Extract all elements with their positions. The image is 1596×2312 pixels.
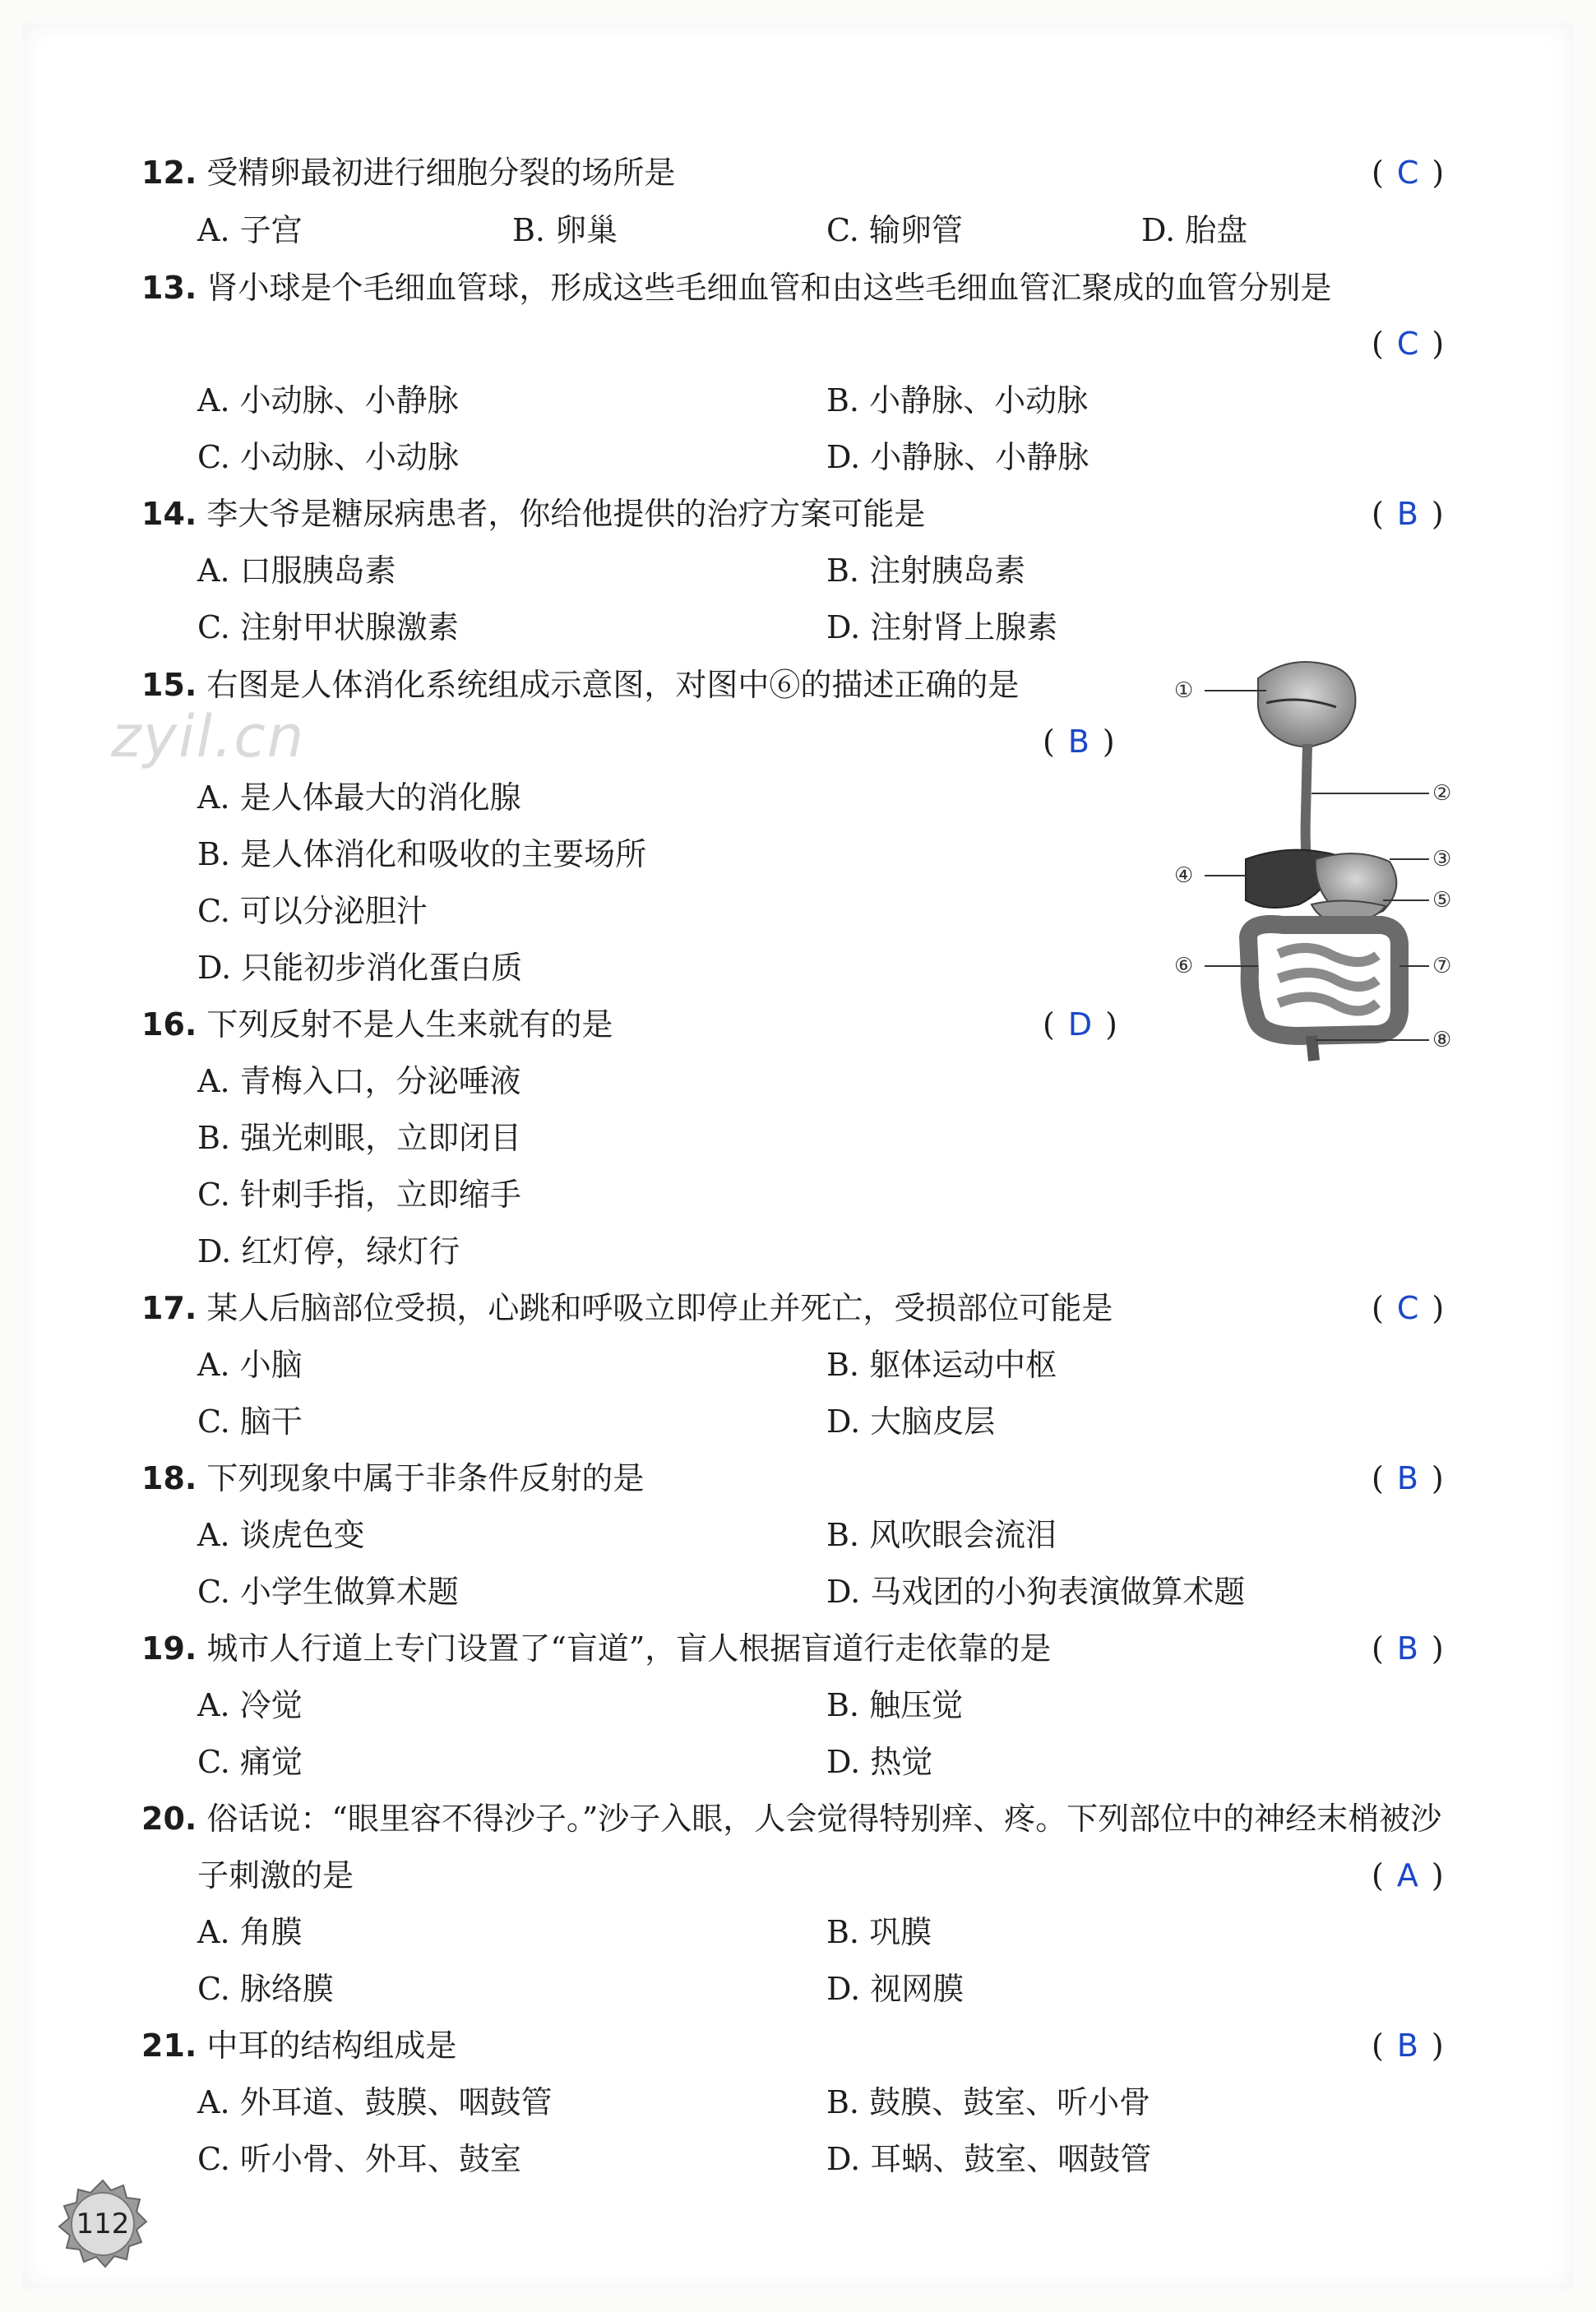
option: D. 大脑皮层 — [826, 1403, 996, 1440]
option: B. 风吹眼会流泪 — [826, 1517, 1057, 1553]
answer-19: ( B ) — [1372, 1630, 1446, 1667]
option: C. 小学生做算术题 — [197, 1574, 459, 1610]
option: B. 鼓膜、鼓室、听小骨 — [826, 2084, 1151, 2120]
question-18: 18. 下列现象中属于非条件反射的是 — [141, 1460, 645, 1496]
digestive-system-figure — [1168, 650, 1480, 1077]
figure-label-8: ⑧ — [1432, 1028, 1452, 1052]
page-number-badge — [58, 2179, 148, 2269]
option: A. 小脑 — [197, 1347, 303, 1383]
option: B. 注射胰岛素 — [826, 553, 1026, 589]
option: C. 输卵管 — [826, 212, 963, 248]
option: D. 耳蜗、鼓室、咽鼓管 — [826, 2141, 1152, 2177]
option: A. 冷觉 — [197, 1687, 303, 1723]
option: C. 脑干 — [197, 1403, 303, 1440]
option: A. 小动脉、小静脉 — [197, 382, 459, 418]
mouth-shape — [1258, 662, 1356, 747]
option: D. 红灯停，绿灯行 — [197, 1233, 460, 1269]
option: D. 注射肾上腺素 — [826, 609, 1058, 645]
option: C. 注射甲状腺激素 — [197, 609, 459, 645]
option: B. 卵巢 — [512, 212, 618, 248]
option: A. 口服胰岛素 — [197, 553, 396, 589]
question-13: 13. 肾小球是个毛细血管球，形成这些毛细血管和由这些毛细血管汇聚成的血管分别是 — [141, 270, 1332, 306]
question-21: 21. 中耳的结构组成是 — [141, 2028, 457, 2064]
answer-13: ( C ) — [1372, 326, 1446, 362]
option: B. 触压觉 — [826, 1687, 964, 1723]
option: D. 马戏团的小狗表演做算术题 — [826, 1574, 1246, 1610]
answer-12: ( C ) — [1372, 155, 1446, 191]
figure-label-2: ② — [1432, 781, 1452, 806]
figure-label-3: ③ — [1432, 847, 1452, 872]
answer-20: ( A ) — [1372, 1857, 1446, 1894]
option: D. 热觉 — [826, 1744, 933, 1780]
option: A. 子宫 — [197, 212, 303, 248]
answer-15: ( B ) — [1043, 724, 1117, 760]
figure-label-5: ⑤ — [1432, 888, 1452, 913]
watermark: zyil.cn — [111, 703, 306, 770]
option: A. 青梅入口，分泌唾液 — [197, 1063, 521, 1099]
question-16: 16. 下列反射不是人生来就有的是 — [141, 1006, 613, 1043]
option: C. 脉络膜 — [197, 1971, 334, 2007]
question-20-continued: 子刺激的是 — [197, 1857, 354, 1894]
rectum-shape — [1311, 1036, 1314, 1061]
question-14: 14. 李大爷是糖尿病患者，你给他提供的治疗方案可能是 — [141, 496, 926, 532]
option: A. 外耳道、鼓膜、咽鼓管 — [197, 2084, 553, 2120]
option: B. 是人体消化和吸收的主要场所 — [197, 836, 647, 872]
option: B. 强光刺眼，立即闭目 — [197, 1120, 522, 1156]
option: C. 针刺手指，立即缩手 — [197, 1177, 521, 1213]
option: C. 痛觉 — [197, 1744, 303, 1780]
question-17: 17. 某人后脑部位受损，心跳和呼吸立即停止并死亡，受损部位可能是 — [141, 1290, 1113, 1326]
answer-21: ( B ) — [1372, 2028, 1446, 2064]
option: C. 小动脉、小动脉 — [197, 439, 459, 475]
page-number: 112 — [76, 2208, 130, 2240]
figure-label-6: ⑥ — [1174, 954, 1194, 978]
answer-16: ( D ) — [1043, 1006, 1119, 1043]
option: B. 巩膜 — [826, 1914, 932, 1950]
figure-label-7: ⑦ — [1432, 954, 1452, 978]
option: B. 躯体运动中枢 — [826, 1347, 1057, 1383]
option: A. 是人体最大的消化腺 — [197, 779, 521, 816]
option: D. 视网膜 — [826, 1971, 965, 2007]
option: B. 小静脉、小动脉 — [826, 382, 1089, 418]
option: C. 听小骨、外耳、鼓室 — [197, 2141, 521, 2177]
question-12: 12. 受精卵最初进行细胞分裂的场所是 — [141, 155, 676, 191]
figure-label-1: ① — [1174, 678, 1194, 703]
answer-18: ( B ) — [1372, 1460, 1446, 1496]
answer-14: ( B ) — [1372, 496, 1446, 532]
answer-17: ( C ) — [1372, 1290, 1446, 1326]
small-intestine-shape — [1279, 948, 1377, 1011]
question-15: 15. 右图是人体消化系统组成示意图，对图中⑥的描述正确的是 — [141, 667, 1020, 703]
question-20: 20. 俗话说：“眼里容不得沙子。”沙子入眼，人会觉得特别痒、疼。下列部位中的神经末梢被沙 — [141, 1801, 1442, 1837]
figure-label-4: ④ — [1174, 863, 1194, 888]
option: C. 可以分泌胆汁 — [197, 893, 428, 929]
option: D. 小静脉、小静脉 — [826, 439, 1089, 475]
question-19: 19. 城市人行道上专门设置了“盲道”，盲人根据盲道行走依靠的是 — [141, 1630, 1052, 1667]
option: D. 只能初步消化蛋白质 — [197, 950, 523, 986]
option: A. 角膜 — [197, 1914, 303, 1950]
option: D. 胎盘 — [1141, 212, 1248, 248]
option: A. 谈虎色变 — [197, 1517, 365, 1553]
